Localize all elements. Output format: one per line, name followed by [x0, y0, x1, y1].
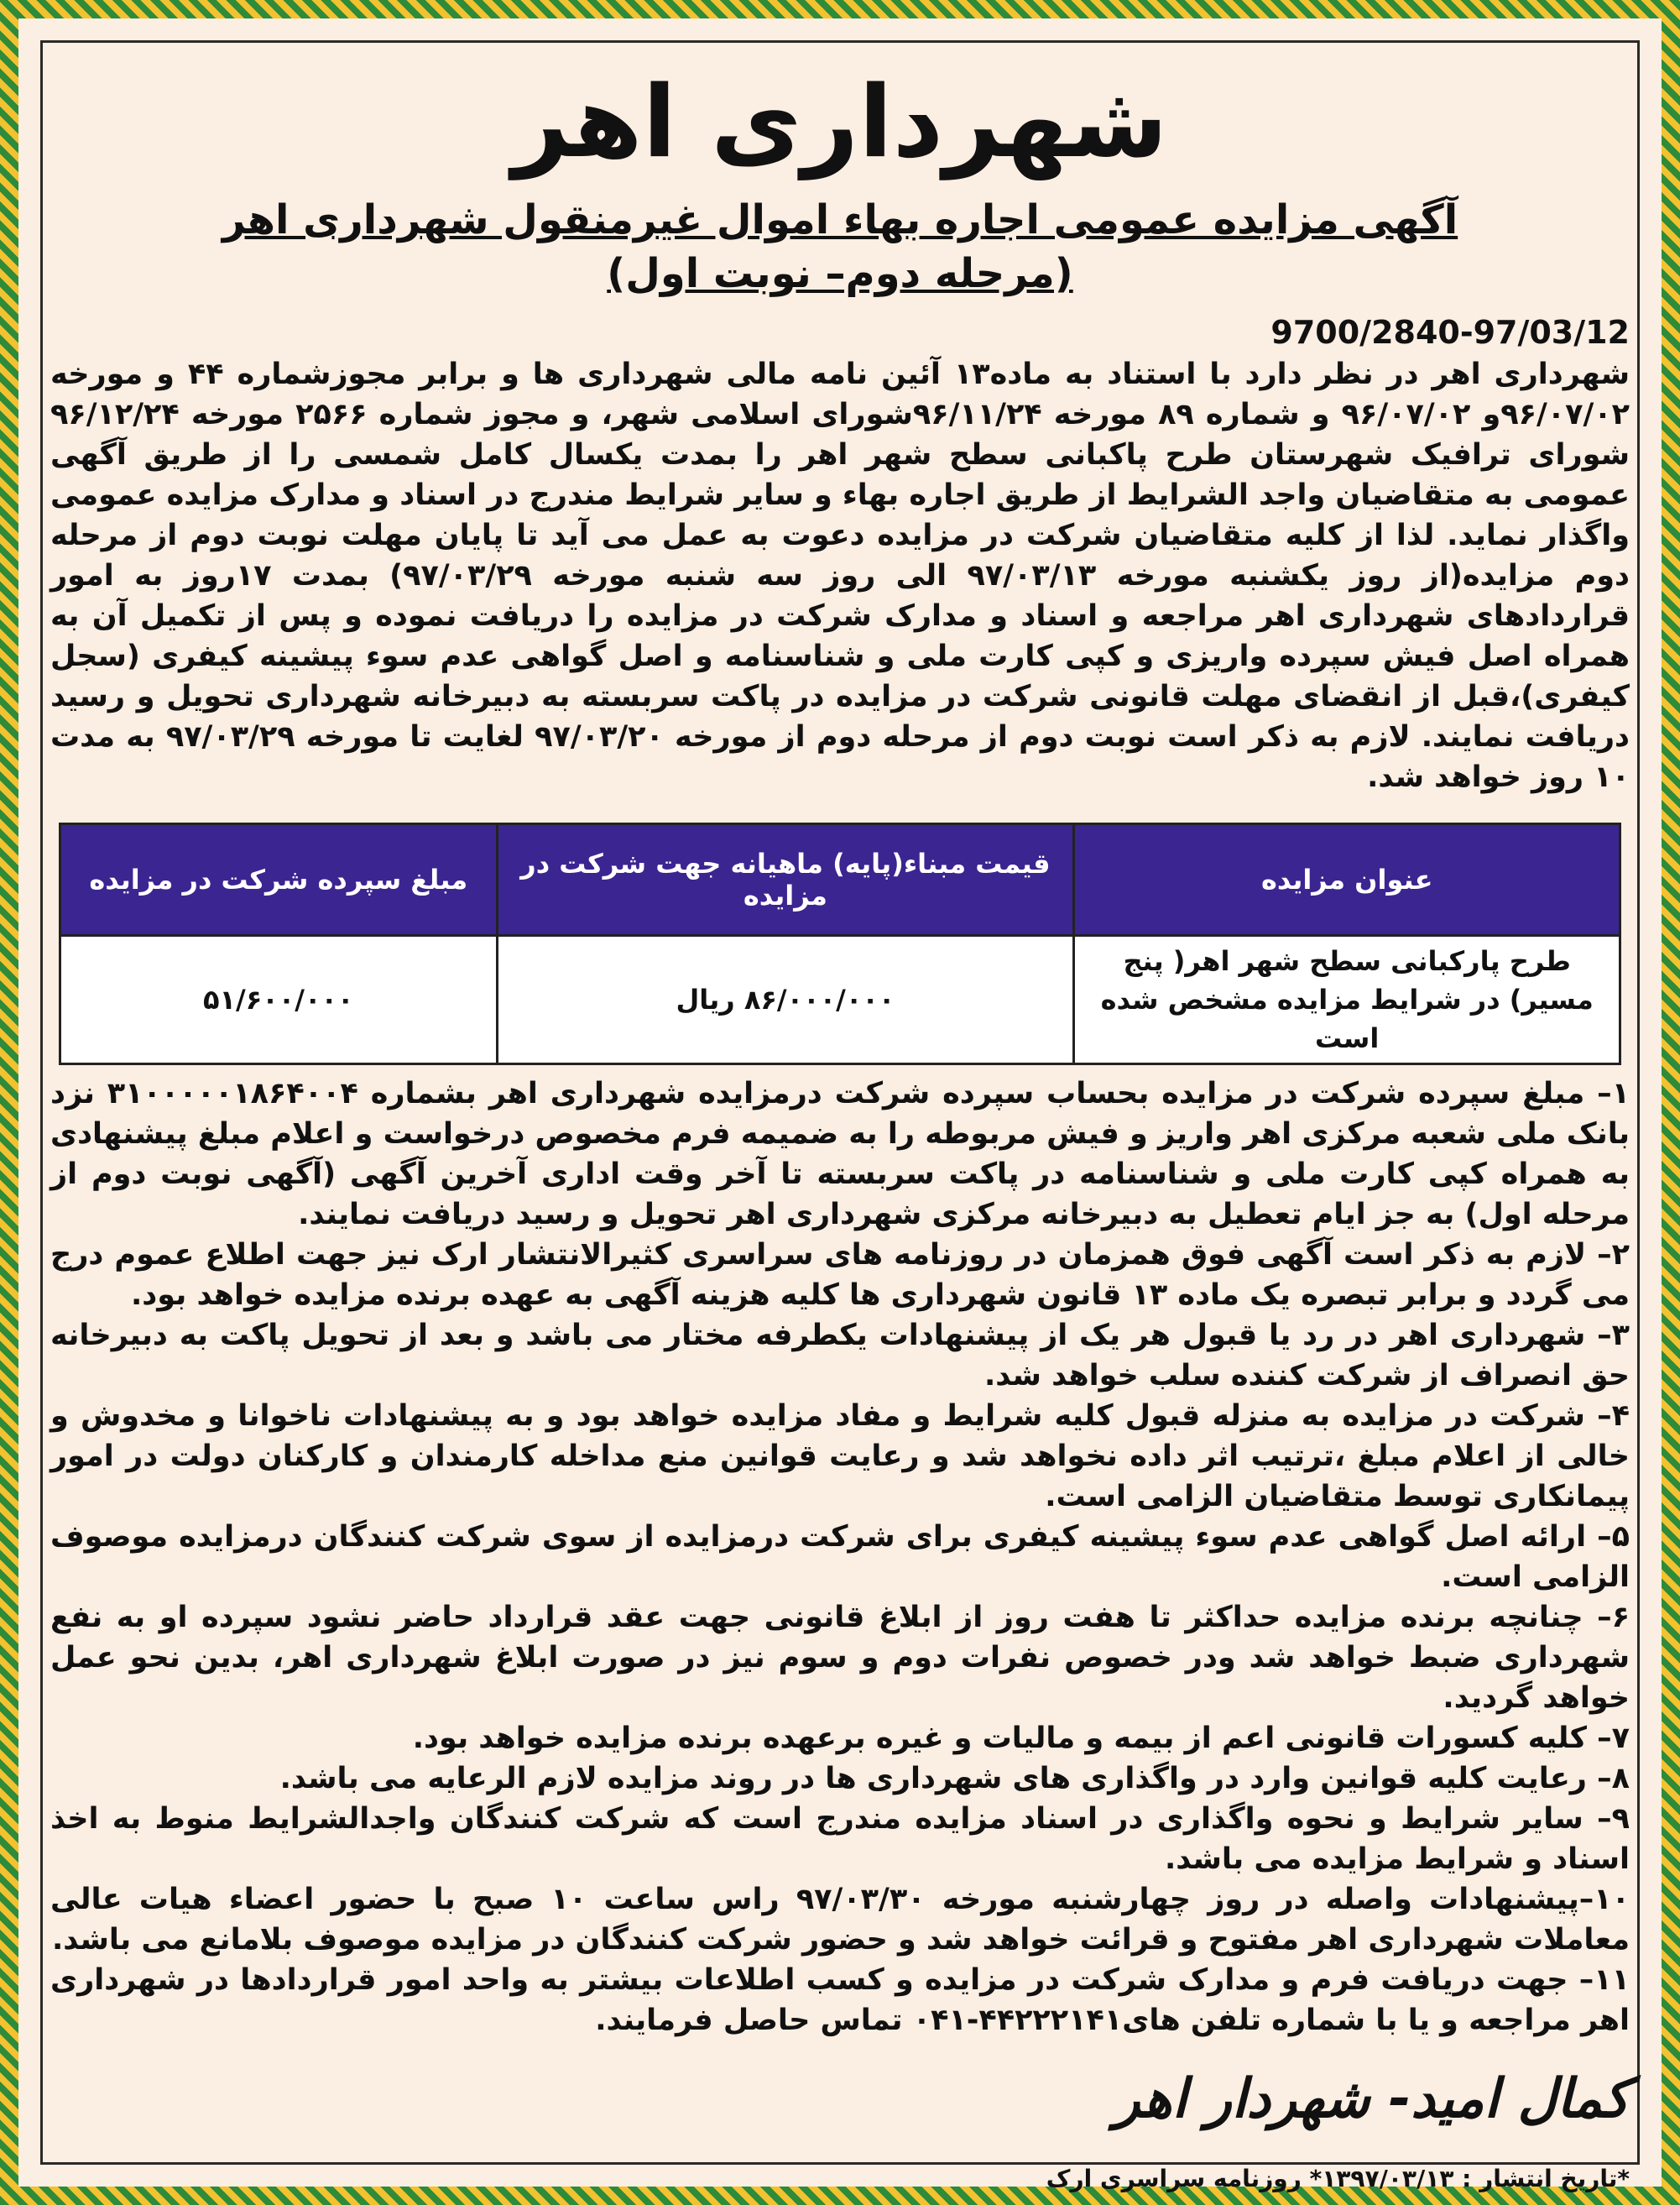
list-item: ۲– لازم به ذکر است آگهی فوق همزمان در روزنامه های سراسری کثیرالانتشار ارک نیز جهت اطلاع عموم درج می گردد و برابر تبصره یک ماده ۱۳ قانون شهرداری ها کلیه هزینه آگهی به عهده برنده مزایده خواهد بود. — [50, 1238, 1630, 1312]
list-item: ۱۱– جهت دریافت فرم و مدارک شرکت در مزایده و کسب اطلاعات بیشتر به واحد امور قراردادها در شهرداری اهر مراجعه و یا با شماره تلفن های۴۴۲۲۲۱۴۱-۰۴۱ تماس حاصل فرمایند. — [50, 1963, 1630, 2037]
list-item: ۸– رعایت کلیه قوانین وارد در واگذاری های شهرداری ها در روند مزایده لازم الرعایه می باشد. — [279, 1762, 1630, 1795]
cell-base-price: ۸۶/۰۰۰/۰۰۰ ریال — [497, 936, 1074, 1064]
auction-table — [59, 823, 1621, 1065]
header-base-price: قیمت مبناء(پایه) ماهیانه جهت شرکت در مزایده — [497, 824, 1074, 936]
notice-content — [50, 50, 1630, 2192]
list-item: ۹– سایر شرایط و نحوه واگذاری در اسناد مزایده مندرج است که شرکت کنندگان واجدالشرایط منوط به اخذ اسناد و شرایط مزایده می باشد. — [50, 1802, 1630, 1876]
cell-auction-title: طرح پارکبانی سطح شهر اهر( پنج مسیر) در شرایط مزایده مشخص شده است — [1074, 936, 1620, 1064]
cell-deposit: ۵۱/۶۰۰/۰۰۰ — [60, 936, 498, 1064]
header-auction-title: عنوان مزایده — [1074, 824, 1620, 936]
notice-title: شهرداری اهر — [512, 64, 1168, 180]
reference-number: 9700/2840-97/03/12 — [1270, 314, 1630, 351]
header-deposit: مبلغ سپرده شرکت در مزایده — [60, 824, 498, 936]
notice-phase: (مرحله دوم– نوبت اول) — [607, 250, 1073, 297]
list-item: ۶– چنانچه برنده مزایده حداکثر تا هفت روز از ابلاغ قانونی جهت عقد قرارداد حاضر نشود سپرده او به نفع شهرداری ضبط خواهد شد ودر خصوص نفرات دوم و سوم نیز در صورت ابلاغ شهرداری اهر، بدین نحو عمل خواهد گردید. — [50, 1601, 1630, 1715]
list-item: ۵– ارائه اصل گواهی عدم سوء پیشینه کیفری برای شرکت درمزایده از سوی شرکت کنندگان درمزایده موصوف الزامی است. — [50, 1520, 1630, 1594]
list-item: ۱– مبلغ سپرده شرکت در مزایده بحساب سپرده شرکت درمزایده شهرداری اهر بشماره ۳۱۰۰۰۰۰۱۸۶۴۰۰۴ نزد بانک ملی شعبه مرکزی اهر واریز و فیش مربوطه را به ضمیمه فرم مخصوص درخواست و اعلام مبلغ پیشنهادی به همراه کپی کارت ملی و شناسنامه در پاکت سربسته تا آخر وقت اداری آخرین آگهی (آگهی نوبت دوم از مرحله اول) به جز ایام تعطیل به دبیرخانه مرکزی شهرداری اهر تحویل و رسید دریافت نمایند. — [50, 1077, 1630, 1231]
mayor-signature: کمال امید- شهردار اهر — [1114, 2068, 1630, 2130]
list-item: ۷– کلیه کسورات قانونی اعم از بیمه و مالیات و غیره برعهده برنده مزایده خواهد بود. — [412, 1722, 1630, 1755]
notice-subtitle: آگهی مزایده عمومی اجاره بهاء اموال غیرمنقول شهرداری اهر — [222, 196, 1458, 243]
list-item: ۱۰–پیشنهادات واصله در روز چهارشنبه مورخه ۹۷/۰۳/۳۰ راس ساعت ۱۰ صبح با حضور اعضاء هیات عالی معاملات شهرداری اهر مفتوح و قرائت خواهد شد و حضور شرکت کنندگان در مزایده موصوف بلامانع می باشد. — [50, 1883, 1630, 1957]
table-header-row — [60, 824, 1620, 936]
list-item: ۴– شرکت در مزایده به منزله قبول کلیه شرایط و مفاد مزایده خواهد بود و به پیشنهادات ناخوانا و مخدوش و خالی از اعلام مبلغ ،ترتیب اثر داده نخواهد شد و رعایت قوانین منع مداخله کارمندان و کارکنان دولت در امور پیمانکاری توسط متقاضیان الزامی است. — [50, 1399, 1630, 1513]
intro-paragraph: شهرداری اهر در نظر دارد با استناد به ماده۱۳ آئین نامه مالی شهرداری ها و برابر مجوزشماره ۴۴ و مورخه ۹۶/۰۷/۰۲و ۹۶/۰۷/۰۲ و شماره ۸۹ مورخه ۹۶/۱۱/۲۴شورای اسلامی شهر، و مجوز شماره ۲۵۶۶ مورخه ۹۶/۱۲/۲۴ شورای ترافیک شهرستان طرح پاکبانی سطح شهر اهر را بمدت یکسال کامل شمسی را از طریق آگهی عمومی به متقاضیان واجد الشرایط از طریق اجاره بهاء و سایر شرایط مندرج در اسناد و مدارک مزایده عمومی واگذار نماید. لذا از کلیه متقاضیان شرکت در مزایده دعوت به عمل می آید تا پایان مهلت نوبت دوم از مرحله دوم مزایده(از روز یکشنبه مورخه ۹۷/۰۳/۱۳ الی روز سه شنبه مورخه ۹۷/۰۳/۲۹) بمدت ۱۷روز به امور قراردادهای شهرداری اهر مراجعه و اسناد و مدارک شرکت در مزایده را دریافت نموده و پس از تکمیل آن به همراه اصل فیش سپرده واریزی و کپی کارت ملی و شناسنامه و اصل گواهی عدم سوء پیشینه کیفری (سجل کیفری)،قبل از انقضای مهلت قانونی شرکت در مزایده در پاکت سربسته به دبیرخانه شهرداری تحویل و رسید دریافت نمایند. لازم به ذکر است نوبت دوم از مرحله دوم از مورخه ۹۷/۰۳/۲۰ لغایت تا مورخه ۹۷/۰۳/۲۹ به مدت ۱۰ روز خواهد شد. — [50, 358, 1630, 794]
list-item: ۳– شهرداری اهر در رد یا قبول هر یک از پیشنهادات یکطرفه مختار می باشد و بعد از تحویل پاکت به دبیرخانه حق انصراف از شرکت کننده سلب خواهد شد. — [50, 1319, 1630, 1392]
conditions-list — [50, 1074, 1630, 2040]
table-row — [60, 936, 1620, 1064]
publication-footer: *تاریخ انتشار : ۱۳۹۷/۰۳/۱۳* روزنامه سراسری ارک — [1046, 2165, 1630, 2192]
